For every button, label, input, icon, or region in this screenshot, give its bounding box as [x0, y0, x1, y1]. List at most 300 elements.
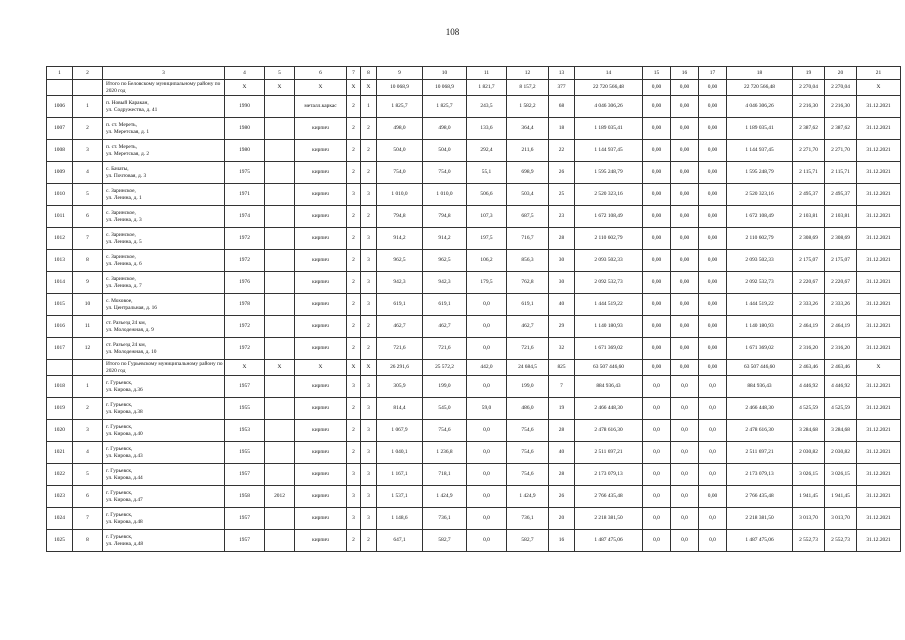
cell-col-21: 31.12.2021: [857, 530, 901, 552]
column-number: 18: [727, 67, 793, 80]
cell-col-12: 199,0: [507, 376, 549, 398]
empty-cell: [47, 80, 73, 96]
record-number: 1010: [47, 184, 73, 206]
cell-col-5: [265, 272, 295, 294]
cell-col-8: 3: [361, 294, 377, 316]
empty-cell: [73, 360, 103, 376]
item-number: 1: [73, 376, 103, 398]
cell-col-8: 2: [361, 118, 377, 140]
cell-col-15: 0,0: [643, 398, 671, 420]
cell-col-19: 3 026,15: [793, 464, 825, 486]
cell-col-4: 1972: [225, 316, 265, 338]
cell-col-7: 2: [347, 272, 361, 294]
cell-col-8: 3: [361, 420, 377, 442]
cell-col-20: 2 464,19: [825, 316, 857, 338]
cell-col-9: 1 537,1: [377, 486, 423, 508]
cell-col-12: 462,7: [507, 316, 549, 338]
record-number: 1019: [47, 398, 73, 420]
cell-col-20: 2 220,67: [825, 272, 857, 294]
cell-col-9: 498,0: [377, 118, 423, 140]
cell-col-16: 0,00: [671, 80, 699, 96]
cell-col-18: 63 507 446,60: [727, 360, 793, 376]
address-street: ул. Меретская, д. 1: [106, 128, 150, 135]
address-locality: п. ст. Мереть,: [106, 144, 137, 151]
housing-register-table: [46, 66, 901, 552]
cell-col-19: 2 115,71: [793, 162, 825, 184]
column-number: 15: [643, 67, 671, 80]
cell-col-10: 462,7: [423, 316, 467, 338]
cell-col-21: 31.12.2021: [857, 442, 901, 464]
cell-col-7: 2: [347, 140, 361, 162]
address-street: ул. Кирова, д.47: [106, 496, 143, 503]
cell-col-9: 1 167,1: [377, 464, 423, 486]
cell-col-14: 2 766 435,48: [575, 486, 643, 508]
cell-col-11: 133,6: [467, 118, 507, 140]
cell-col-5: [265, 96, 295, 118]
cell-col-11: 0,0: [467, 338, 507, 360]
cell-col-21: 31.12.2021: [857, 272, 901, 294]
cell-col-6: кирпич: [295, 508, 347, 530]
address-street: ул. Кирова, д.36: [106, 386, 143, 393]
cell-col-11: 0,0: [467, 508, 507, 530]
record-number: 1023: [47, 486, 73, 508]
cell-col-15: 0,0: [643, 530, 671, 552]
address-street: ул. Ленина, д. 6: [106, 260, 142, 267]
cell-col-18: 2 766 435,48: [727, 486, 793, 508]
cell-col-13: 18: [549, 118, 575, 140]
cell-col-10: 942,3: [423, 272, 467, 294]
address-locality: г. Гурьевск,: [106, 512, 133, 519]
address-locality: г. Гурьевск,: [106, 402, 133, 409]
cell-col-5: [265, 228, 295, 250]
address-cell: [103, 338, 225, 360]
cell-col-15: 0,0: [643, 486, 671, 508]
cell-col-16: 0,00: [671, 118, 699, 140]
record-number: 1015: [47, 294, 73, 316]
cell-col-18: 2 218 381,50: [727, 508, 793, 530]
cell-col-6: кирпич: [295, 250, 347, 272]
table-row: [47, 272, 901, 294]
cell-col-12: 687,5: [507, 206, 549, 228]
address-cell: [103, 420, 225, 442]
cell-col-10: 199,0: [423, 376, 467, 398]
cell-col-21: 31.12.2021: [857, 464, 901, 486]
column-number: 14: [575, 67, 643, 80]
cell-col-6: кирпич: [295, 228, 347, 250]
cell-col-10: 754,6: [423, 420, 467, 442]
cell-col-17: 0,00: [699, 360, 727, 376]
cell-col-9: 914,2: [377, 228, 423, 250]
address-street: ул. Содружества, д. 41: [106, 106, 158, 113]
cell-col-10: 25 572,2: [423, 360, 467, 376]
cell-col-20: 2 333,26: [825, 294, 857, 316]
cell-col-20: 2 552,73: [825, 530, 857, 552]
cell-col-14: 2 092 532,73: [575, 272, 643, 294]
cell-col-18: 2 092 532,73: [727, 272, 793, 294]
cell-col-7: 2: [347, 338, 361, 360]
cell-col-18: 22 720 566,48: [727, 80, 793, 96]
record-number: 1007: [47, 118, 73, 140]
table-row: [47, 398, 901, 420]
cell-col-18: 1 144 937,45: [727, 140, 793, 162]
address-cell: [103, 398, 225, 420]
item-number: 7: [73, 228, 103, 250]
cell-col-6: кирпич: [295, 376, 347, 398]
cell-col-4: 1976: [225, 272, 265, 294]
cell-col-7: X: [347, 80, 361, 96]
page-number: 108: [445, 27, 460, 37]
cell-col-18: 1 444 519,22: [727, 294, 793, 316]
column-number: 13: [549, 67, 575, 80]
address-locality: г. Гурьевск,: [106, 468, 133, 475]
address-cell: [103, 206, 225, 228]
cell-col-7: 3: [347, 184, 361, 206]
cell-col-9: 305,9: [377, 376, 423, 398]
cell-col-14: 1 487 475,06: [575, 530, 643, 552]
cell-col-6: кирпич: [295, 162, 347, 184]
cell-col-12: 24 684,5: [507, 360, 549, 376]
cell-col-16: 0,00: [671, 228, 699, 250]
cell-col-13: 16: [549, 530, 575, 552]
cell-col-18: 884 936,43: [727, 376, 793, 398]
address-street: ул. Молодежная, д. 10: [106, 348, 157, 355]
cell-col-17: 0,00: [699, 486, 727, 508]
cell-col-13: 29: [549, 316, 575, 338]
cell-col-13: 23: [549, 206, 575, 228]
cell-col-9: 1 010,0: [377, 184, 423, 206]
cell-col-4: 1972: [225, 228, 265, 250]
address-cell: [103, 530, 225, 552]
cell-col-13: 28: [549, 464, 575, 486]
cell-col-21: 31.12.2021: [857, 376, 901, 398]
subtotal-title: Итого по Беловскому муниципальному району по 2020 год: [103, 80, 225, 96]
cell-col-17: 0,00: [699, 206, 727, 228]
cell-col-8: 2: [361, 162, 377, 184]
cell-col-18: 1 672 108,49: [727, 206, 793, 228]
cell-col-20: 2 270,04: [825, 80, 857, 96]
cell-col-16: 0,00: [671, 206, 699, 228]
table-row: [47, 250, 901, 272]
cell-col-11: 0,0: [467, 294, 507, 316]
address-street: ул. Почтовая, д. 3: [106, 172, 147, 179]
cell-col-19: 2 220,67: [793, 272, 825, 294]
cell-col-4: 1957: [225, 508, 265, 530]
cell-col-5: [265, 530, 295, 552]
cell-col-19: 2 495,37: [793, 184, 825, 206]
cell-col-12: 721,6: [507, 338, 549, 360]
cell-col-20: 3 026,15: [825, 464, 857, 486]
table-row: [47, 162, 901, 184]
address-street: ул. Кирова, д.48: [106, 518, 143, 525]
column-number: 5: [265, 67, 295, 80]
column-number: 10: [423, 67, 467, 80]
record-number: 1008: [47, 140, 73, 162]
cell-col-17: 0,00: [699, 272, 727, 294]
cell-col-18: 2 110 602,79: [727, 228, 793, 250]
cell-col-19: 3 013,70: [793, 508, 825, 530]
cell-col-13: 40: [549, 294, 575, 316]
cell-col-15: 0,00: [643, 206, 671, 228]
cell-col-21: 31.12.2021: [857, 140, 901, 162]
cell-col-6: кирпич: [295, 118, 347, 140]
cell-col-13: 26: [549, 486, 575, 508]
cell-col-6: кирпич: [295, 420, 347, 442]
cell-col-7: 2: [347, 442, 361, 464]
cell-col-11: 179,5: [467, 272, 507, 294]
cell-col-4: 1974: [225, 206, 265, 228]
address-cell: [103, 486, 225, 508]
cell-col-5: 2012: [265, 486, 295, 508]
cell-col-18: 1 595 248,79: [727, 162, 793, 184]
cell-col-7: 2: [347, 420, 361, 442]
cell-col-13: 28: [549, 420, 575, 442]
cell-col-21: 31.12.2021: [857, 184, 901, 206]
cell-col-7: 2: [347, 250, 361, 272]
cell-col-14: 1 671 369,02: [575, 338, 643, 360]
cell-col-14: 63 507 446,60: [575, 360, 643, 376]
cell-col-20: 2 463,46: [825, 360, 857, 376]
item-number: 7: [73, 508, 103, 530]
cell-col-5: [265, 464, 295, 486]
item-number: 10: [73, 294, 103, 316]
cell-col-18: 2 093 502,33: [727, 250, 793, 272]
record-number: 1014: [47, 272, 73, 294]
address-street: ул. Молодежная, д. 9: [106, 326, 154, 333]
item-number: 9: [73, 272, 103, 294]
cell-col-11: 0,0: [467, 316, 507, 338]
cell-col-19: 2 270,04: [793, 80, 825, 96]
record-number: 1012: [47, 228, 73, 250]
cell-col-4: 1972: [225, 338, 265, 360]
cell-col-15: 0,0: [643, 420, 671, 442]
cell-col-15: 0,00: [643, 184, 671, 206]
cell-col-6: кирпич: [295, 206, 347, 228]
cell-col-14: 1 595 248,79: [575, 162, 643, 184]
record-number: 1006: [47, 96, 73, 118]
cell-col-10: 582,7: [423, 530, 467, 552]
table-body: [47, 67, 901, 552]
cell-col-13: 26: [549, 162, 575, 184]
cell-col-20: 4 525,59: [825, 398, 857, 420]
cell-col-4: 1980: [225, 140, 265, 162]
cell-col-11: 0,0: [467, 376, 507, 398]
cell-col-20: 1 941,45: [825, 486, 857, 508]
cell-col-6: кирпич: [295, 272, 347, 294]
table-row: [47, 118, 901, 140]
column-number-row: [47, 67, 901, 80]
cell-col-7: 2: [347, 228, 361, 250]
cell-col-16: 0,00: [671, 272, 699, 294]
cell-col-15: 0,00: [643, 80, 671, 96]
cell-col-17: 0,00: [699, 184, 727, 206]
column-number: 12: [507, 67, 549, 80]
cell-col-20: 2 387,62: [825, 118, 857, 140]
cell-col-5: [265, 338, 295, 360]
cell-col-10: 1 236,8: [423, 442, 467, 464]
cell-col-14: 4 046 306,26: [575, 96, 643, 118]
address-cell: [103, 118, 225, 140]
cell-col-12: 211,6: [507, 140, 549, 162]
cell-col-17: 0,0: [699, 508, 727, 530]
cell-col-12: 1 582,2: [507, 96, 549, 118]
record-number: 1013: [47, 250, 73, 272]
cell-col-12: 754,6: [507, 464, 549, 486]
cell-col-6: кирпич: [295, 530, 347, 552]
cell-col-6: кирпич: [295, 140, 347, 162]
cell-col-10: 718,1: [423, 464, 467, 486]
cell-col-20: 2 271,70: [825, 140, 857, 162]
cell-col-16: 0,00: [671, 338, 699, 360]
cell-col-21: 31.12.2021: [857, 486, 901, 508]
cell-col-12: 1 424,9: [507, 486, 549, 508]
cell-col-17: 0,00: [699, 140, 727, 162]
cell-col-18: 2 478 616,30: [727, 420, 793, 442]
cell-col-7: 3: [347, 464, 361, 486]
column-number: 7: [347, 67, 361, 80]
cell-col-6: металл.каркас: [295, 96, 347, 118]
cell-col-5: [265, 206, 295, 228]
table-row: [47, 442, 901, 464]
column-number: 3: [103, 67, 225, 80]
column-number: 1: [47, 67, 73, 80]
item-number: 1: [73, 96, 103, 118]
cell-col-6: кирпич: [295, 464, 347, 486]
item-number: 11: [73, 316, 103, 338]
cell-col-16: 0,00: [671, 162, 699, 184]
cell-col-4: 1957: [225, 376, 265, 398]
cell-col-18: 1 189 035,41: [727, 118, 793, 140]
table-row: [47, 294, 901, 316]
address-street: ул. Кирова, д.44: [106, 474, 143, 481]
cell-col-14: 2 511 697,21: [575, 442, 643, 464]
cell-col-12: 698,9: [507, 162, 549, 184]
cell-col-9: 647,1: [377, 530, 423, 552]
address-locality: г. Гурьевск,: [106, 424, 133, 431]
address-locality: с. Бачаты,: [106, 166, 129, 173]
cell-col-9: 1 067,9: [377, 420, 423, 442]
cell-col-19: 1 941,45: [793, 486, 825, 508]
cell-col-20: 2 216,30: [825, 96, 857, 118]
cell-col-8: 3: [361, 464, 377, 486]
cell-col-19: 4 446,92: [793, 376, 825, 398]
cell-col-4: 1971: [225, 184, 265, 206]
cell-col-15: 0,00: [643, 162, 671, 184]
table-row: [47, 486, 901, 508]
record-number: 1021: [47, 442, 73, 464]
cell-col-14: 22 720 566,48: [575, 80, 643, 96]
address-cell: [103, 442, 225, 464]
cell-col-7: 2: [347, 118, 361, 140]
cell-col-20: 2 115,71: [825, 162, 857, 184]
address-cell: [103, 184, 225, 206]
cell-col-21: 31.12.2021: [857, 316, 901, 338]
cell-col-16: 0,0: [671, 508, 699, 530]
cell-col-20: 2 175,07: [825, 250, 857, 272]
cell-col-15: 0,00: [643, 140, 671, 162]
cell-col-9: 1 148,6: [377, 508, 423, 530]
table-row: [47, 530, 901, 552]
cell-col-19: 2 308,69: [793, 228, 825, 250]
cell-col-14: 884 936,43: [575, 376, 643, 398]
cell-col-15: 0,0: [643, 508, 671, 530]
cell-col-9: 10 068,9: [377, 80, 423, 96]
address-locality: г. Гурьевск,: [106, 534, 133, 541]
cell-col-18: 4 046 306,26: [727, 96, 793, 118]
cell-col-20: 2 495,37: [825, 184, 857, 206]
address-cell: [103, 140, 225, 162]
column-number: 2: [73, 67, 103, 80]
cell-col-7: 3: [347, 376, 361, 398]
cell-col-7: X: [347, 360, 361, 376]
address-street: ул. Ленина, д. 1: [106, 194, 142, 201]
cell-col-21: 31.12.2021: [857, 398, 901, 420]
cell-col-21: 31.12.2021: [857, 338, 901, 360]
cell-col-20: 4 446,92: [825, 376, 857, 398]
cell-col-13: 825: [549, 360, 575, 376]
item-number: 6: [73, 486, 103, 508]
cell-col-6: X: [295, 80, 347, 96]
cell-col-17: 0,00: [699, 338, 727, 360]
cell-col-16: 0,0: [671, 530, 699, 552]
cell-col-13: 22: [549, 140, 575, 162]
cell-col-8: X: [361, 360, 377, 376]
cell-col-17: 0,00: [699, 228, 727, 250]
address-street: ул. Ленина, д. 5: [106, 238, 142, 245]
cell-col-14: 2 466 448,30: [575, 398, 643, 420]
cell-col-5: [265, 140, 295, 162]
cell-col-10: 914,2: [423, 228, 467, 250]
cell-col-6: кирпич: [295, 442, 347, 464]
cell-col-8: 3: [361, 398, 377, 420]
cell-col-13: 32: [549, 338, 575, 360]
table-row: [47, 206, 901, 228]
cell-col-10: 498,0: [423, 118, 467, 140]
cell-col-8: 2: [361, 338, 377, 360]
cell-col-11: 107,3: [467, 206, 507, 228]
address-locality: с. Заринское,: [106, 232, 136, 239]
cell-col-13: 40: [549, 442, 575, 464]
cell-col-21: 31.12.2021: [857, 294, 901, 316]
cell-col-11: 506,6: [467, 184, 507, 206]
cell-col-5: [265, 118, 295, 140]
cell-col-5: [265, 316, 295, 338]
cell-col-7: 3: [347, 508, 361, 530]
cell-col-17: 0,0: [699, 442, 727, 464]
cell-col-8: 1: [361, 96, 377, 118]
column-number: 19: [793, 67, 825, 80]
cell-col-15: 0,00: [643, 360, 671, 376]
cell-col-20: 2 308,69: [825, 228, 857, 250]
cell-col-21: X: [857, 360, 901, 376]
cell-col-7: 2: [347, 162, 361, 184]
cell-col-14: 2 478 616,30: [575, 420, 643, 442]
cell-col-12: 754,6: [507, 420, 549, 442]
cell-col-19: 2 387,62: [793, 118, 825, 140]
cell-col-17: 0,0: [699, 376, 727, 398]
cell-col-5: [265, 376, 295, 398]
cell-col-17: 0,00: [699, 118, 727, 140]
cell-col-11: 0,0: [467, 530, 507, 552]
cell-col-19: 2 333,26: [793, 294, 825, 316]
cell-col-18: 1 487 475,06: [727, 530, 793, 552]
cell-col-5: [265, 250, 295, 272]
address-cell: [103, 464, 225, 486]
cell-col-18: 2 520 323,16: [727, 184, 793, 206]
cell-col-10: 962,5: [423, 250, 467, 272]
cell-col-13: 19: [549, 398, 575, 420]
cell-col-19: 2 030,82: [793, 442, 825, 464]
cell-col-8: 3: [361, 184, 377, 206]
